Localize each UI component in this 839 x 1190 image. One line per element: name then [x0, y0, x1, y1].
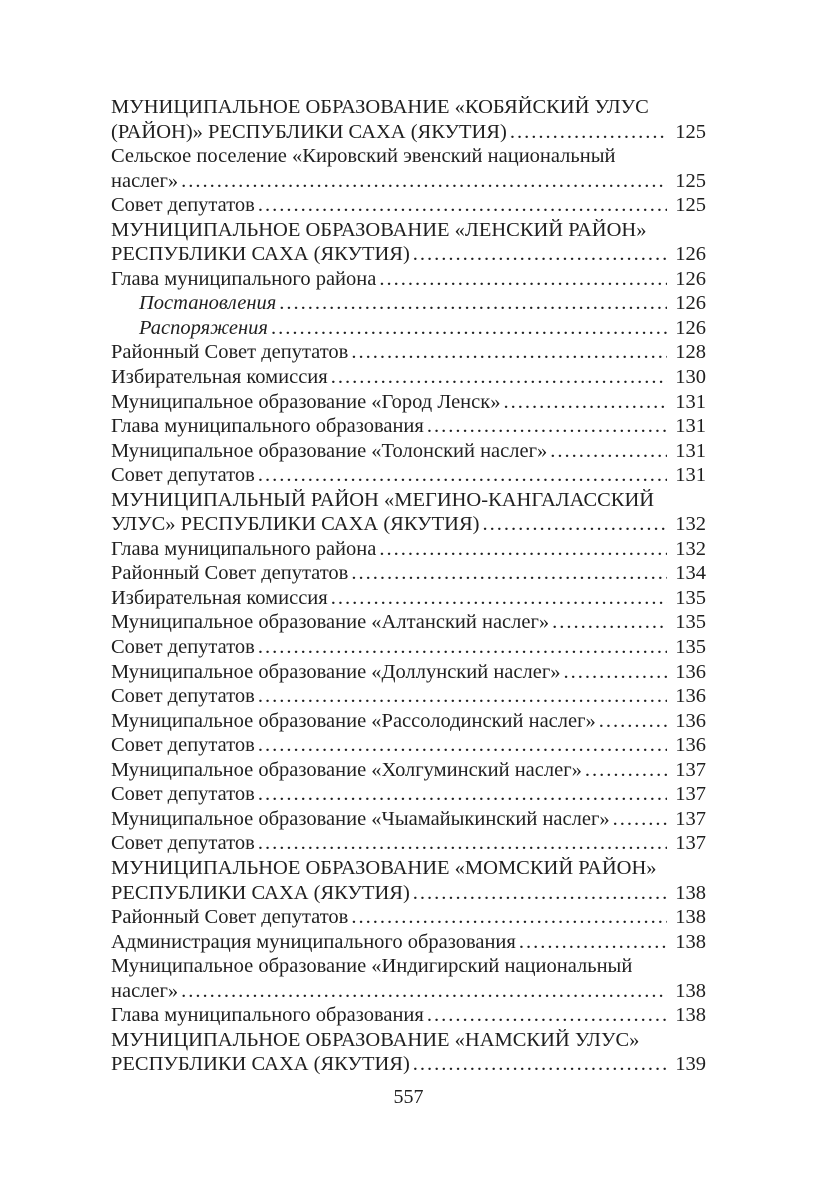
toc-entry-text: Муниципальное образование «Рассолодинский наслег» — [111, 709, 596, 732]
toc-entry-text: наслег» — [111, 979, 179, 1002]
toc-line — [111, 463, 706, 488]
toc-line — [111, 193, 706, 218]
toc-entry-text: (РАЙОН)» РЕСПУБЛИКИ САХА (ЯКУТИЯ) — [111, 120, 507, 143]
toc-page-number: 134 — [675, 562, 706, 585]
toc-line — [111, 954, 706, 979]
toc-entry-text: Совет депутатов — [111, 783, 255, 806]
dot-leader — [181, 169, 667, 194]
toc-page-number: 135 — [675, 586, 706, 609]
toc-page-number: 125 — [675, 194, 706, 217]
toc-line — [111, 561, 706, 586]
toc-entry-text: Муниципальное образование «Доллунский наслег» — [111, 660, 561, 683]
toc-page-number: 137 — [675, 807, 706, 830]
dot-leader — [585, 758, 667, 783]
dot-leader — [181, 979, 667, 1004]
toc-entry-text: Совет депутатов — [111, 685, 255, 708]
toc-entry-text: Муниципальное образование «Город Ленск» — [111, 390, 501, 413]
toc-page-number: 131 — [675, 415, 706, 438]
toc-line — [111, 782, 706, 807]
dot-leader — [552, 610, 667, 635]
toc-page-number: 136 — [675, 709, 706, 732]
toc-page-number: 132 — [675, 537, 706, 560]
toc-line — [111, 144, 706, 169]
dot-leader — [413, 881, 667, 906]
dot-leader — [258, 831, 667, 856]
toc-entry-text: Совет депутатов — [111, 464, 255, 487]
dot-leader — [258, 463, 667, 488]
dot-leader — [271, 316, 667, 341]
dot-leader — [258, 635, 667, 660]
toc-page-number: 126 — [675, 316, 706, 339]
dot-leader — [563, 660, 667, 685]
toc-page-number: 131 — [675, 390, 706, 413]
toc-line — [111, 610, 706, 635]
toc-line — [111, 586, 706, 611]
dot-leader — [258, 782, 667, 807]
toc-entry-text: Постановления — [139, 292, 277, 315]
dot-leader — [258, 193, 667, 218]
toc-line — [111, 316, 706, 341]
toc-line — [111, 684, 706, 709]
toc-page-number: 135 — [675, 636, 706, 659]
toc-page-number: 126 — [675, 267, 706, 290]
toc-line — [111, 807, 706, 832]
toc-line — [111, 390, 706, 415]
toc-entry-text: Районный Совет депутатов — [111, 341, 349, 364]
dot-leader — [379, 267, 667, 292]
toc-entry-text: Районный Совет депутатов — [111, 906, 349, 929]
toc-page-number: 138 — [675, 979, 706, 1002]
dot-leader — [351, 561, 667, 586]
dot-leader — [413, 242, 667, 267]
toc-line — [111, 1028, 706, 1053]
toc-page-number: 135 — [675, 611, 706, 634]
toc-entry-text: МУНИЦИПАЛЬНОЕ ОБРАЗОВАНИЕ «МОМСКИЙ РАЙОН» — [111, 856, 657, 879]
toc-page-number: 125 — [675, 169, 706, 192]
dot-leader — [510, 120, 667, 145]
toc-page-number: 126 — [675, 243, 706, 266]
dot-leader — [550, 439, 667, 464]
toc-page-number: 137 — [675, 832, 706, 855]
toc-entry-text: МУНИЦИПАЛЬНОЕ ОБРАЗОВАНИЕ «КОБЯЙСКИЙ УЛУС — [111, 96, 649, 118]
toc-line — [111, 979, 706, 1004]
dot-leader — [351, 340, 667, 365]
toc-page-number: 131 — [675, 439, 706, 462]
toc-line — [111, 758, 706, 783]
toc-entry-text: Избирательная комиссия — [111, 586, 328, 609]
toc-line — [111, 439, 706, 464]
toc-entry-text: Избирательная комиссия — [111, 366, 328, 389]
toc-line — [111, 218, 706, 243]
toc-page-number: 130 — [675, 366, 706, 389]
toc-line — [111, 95, 706, 120]
toc-line — [111, 709, 706, 734]
toc-page-number: 138 — [675, 930, 706, 953]
toc-entry-text: УЛУС» РЕСПУБЛИКИ САХА (ЯКУТИЯ) — [111, 513, 480, 536]
toc-line — [111, 365, 706, 390]
toc-entry-text: Районный Совет депутатов — [111, 562, 349, 585]
dot-leader — [258, 733, 667, 758]
dot-leader — [331, 586, 667, 611]
toc-entry-text: Глава муниципального образования — [111, 1004, 424, 1027]
toc-entry-text: Сельское поселение «Кировский эвенский национальный — [111, 145, 616, 168]
toc-entry-text: МУНИЦИПАЛЬНОЕ ОБРАЗОВАНИЕ «ЛЕНСКИЙ РАЙОН» — [111, 218, 647, 241]
toc-entry-text: Глава муниципального образования — [111, 415, 424, 438]
toc-entry-text: РЕСПУБЛИКИ САХА (ЯКУТИЯ) — [111, 243, 410, 266]
toc-line — [111, 733, 706, 758]
toc-line — [111, 242, 706, 267]
toc-entry-text: Муниципальное образование «Холгуминский наслег» — [111, 758, 582, 781]
toc-page-number: 131 — [675, 464, 706, 487]
toc-line — [111, 267, 706, 292]
toc-entry-text: МУНИЦИПАЛЬНЫЙ РАЙОН «МЕГИНО-КАНГАЛАССКИЙ — [111, 488, 655, 511]
toc-entry-text: РЕСПУБЛИКИ САХА (ЯКУТИЯ) — [111, 1053, 410, 1076]
dot-leader — [351, 905, 667, 930]
toc-entry-text: Распоряжения — [139, 316, 268, 339]
dot-leader — [279, 291, 667, 316]
toc-page-number: 138 — [675, 881, 706, 904]
toc-line — [111, 856, 706, 881]
dot-leader — [258, 684, 667, 709]
toc-line — [111, 905, 706, 930]
toc-page-number: 138 — [675, 906, 706, 929]
dot-leader — [427, 414, 667, 439]
toc-entry-text: Муниципальное образование «Алтанский наслег» — [111, 611, 550, 634]
toc-entry-text: Администрация муниципального образования — [111, 930, 516, 953]
toc-page-number: 136 — [675, 660, 706, 683]
toc-line — [111, 1052, 706, 1077]
toc-page-number: 137 — [675, 783, 706, 806]
toc-line — [111, 537, 706, 562]
dot-leader — [519, 930, 667, 955]
toc-page-number: 139 — [675, 1053, 706, 1076]
toc-line — [111, 291, 706, 316]
toc-entry-text: Муниципальное образование «Индигирский национальный — [111, 955, 633, 978]
toc-line — [111, 881, 706, 906]
toc-entry-text: Глава муниципального района — [111, 267, 377, 290]
dot-leader — [331, 365, 667, 390]
toc-entry-text: РЕСПУБЛИКИ САХА (ЯКУТИЯ) — [111, 881, 410, 904]
toc-line — [111, 340, 706, 365]
toc-entry-text: Муниципальное образование «Толонский наслег» — [111, 439, 548, 462]
toc-entry-text: Совет депутатов — [111, 636, 255, 659]
toc-entry-text: МУНИЦИПАЛЬНОЕ ОБРАЗОВАНИЕ «НАМСКИЙ УЛУС» — [111, 1028, 640, 1051]
dot-leader — [503, 390, 667, 415]
toc-line — [111, 512, 706, 537]
toc-page-number: 126 — [675, 292, 706, 315]
toc-page-number: 128 — [675, 341, 706, 364]
toc-page-number: 125 — [675, 120, 706, 143]
toc-line — [111, 930, 706, 955]
dot-leader — [482, 512, 667, 537]
toc-line — [111, 169, 706, 194]
toc-entry-text: Совет депутатов — [111, 832, 255, 855]
dot-leader — [599, 709, 667, 734]
toc-entry-text: Муниципальное образование «Чыамайыкинский наслег» — [111, 807, 610, 830]
dot-leader — [379, 537, 667, 562]
toc-entry-text: наслег» — [111, 169, 179, 192]
dot-leader — [613, 807, 667, 832]
toc-line — [111, 414, 706, 439]
dot-leader — [427, 1003, 667, 1028]
toc-page-number: 136 — [675, 685, 706, 708]
toc-line — [111, 660, 706, 685]
toc-line — [111, 1003, 706, 1028]
footer-page-number: 557 — [393, 1086, 424, 1108]
toc-entry-text: Совет депутатов — [111, 734, 255, 757]
toc-page-number: 138 — [675, 1004, 706, 1027]
toc-page-number: 136 — [675, 734, 706, 757]
toc-line — [111, 635, 706, 660]
toc-line — [111, 120, 706, 145]
toc-line — [111, 488, 706, 513]
toc-line — [111, 831, 706, 856]
dot-leader — [413, 1052, 667, 1077]
toc-entry-text: Совет депутатов — [111, 194, 255, 217]
toc-page-number: 137 — [675, 758, 706, 781]
toc-list — [111, 95, 706, 1077]
toc-entry-text: Глава муниципального района — [111, 537, 377, 560]
toc-page-number: 132 — [675, 513, 706, 536]
